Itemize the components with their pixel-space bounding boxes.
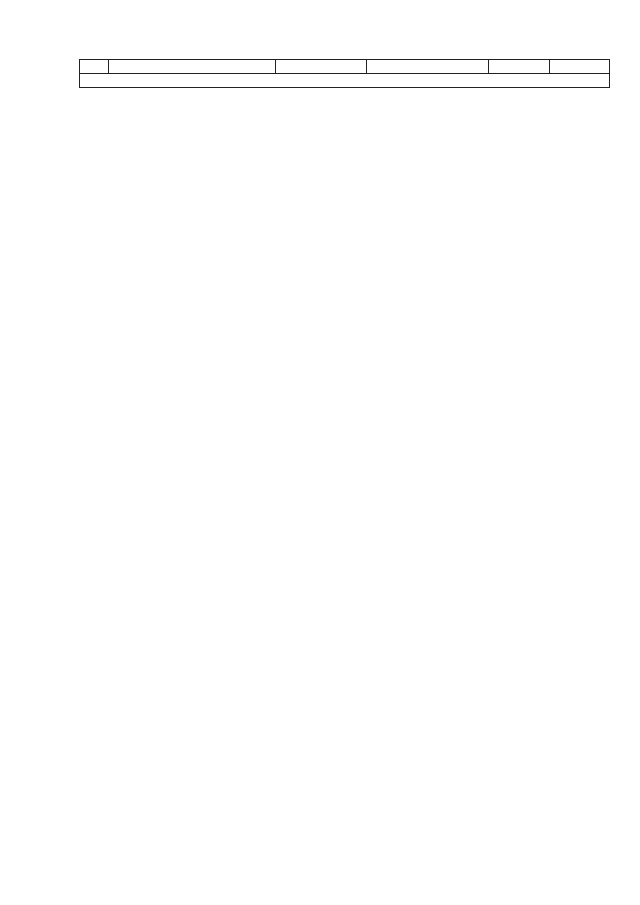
column-number-header (550, 60, 610, 74)
column-number-header (489, 60, 550, 74)
region-title (80, 74, 610, 88)
column-number-header (276, 60, 367, 74)
region-row (80, 74, 610, 88)
tariff-table (79, 59, 610, 88)
column-number-header (80, 60, 109, 74)
column-number-header (367, 60, 489, 74)
column-number-row (80, 60, 610, 74)
column-number-header (109, 60, 276, 74)
